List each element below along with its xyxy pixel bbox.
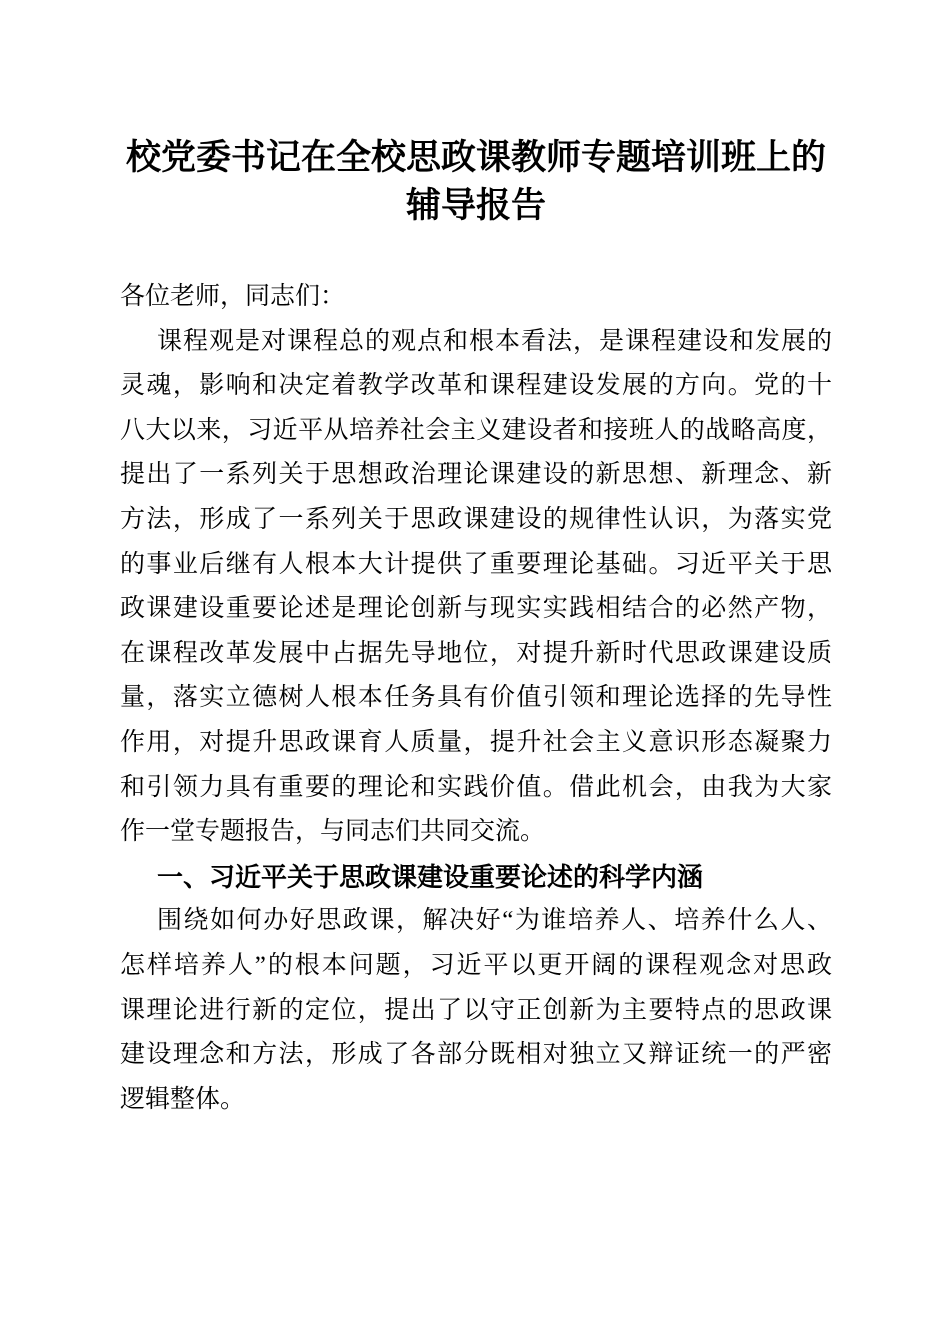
text-line: 作一堂专题报告，与同志们共同交流。 [120,818,546,846]
text-line: 政课建设重要论述是理论创新与现实实践相结合的必然产物， [120,595,832,623]
text-line: 怎样培养人”的根本问题，习近平以更开阔的课程观念对思政 [120,951,832,979]
text-line: 围绕如何办好思政课，解决好“为谁培养人、培养什么人、 [157,907,832,935]
text-line: 提出了一系列关于思想政治理论课建设的新思想、新理念、新 [120,461,832,489]
paragraph-2 [120,899,832,1122]
text-line: 和引领力具有重要的理论和实践价值。借此机会，由我为大家 [120,773,832,801]
text-line: 方法，形成了一系列关于思政课建设的规律性认识，为落实党 [120,505,832,533]
text-line: 灵魂，影响和决定着教学改革和课程建设发展的方向。党的十 [120,372,832,400]
text-line: 课程观是对课程总的观点和根本看法，是课程建设和发展的 [157,327,832,355]
section-heading-1: 一、习近平关于思政课建设重要论述的科学内涵 [157,861,704,892]
text-line: 量，落实立德树人根本任务具有价值引领和理论选择的先导性 [120,684,832,712]
title-line-2: 辅导报告 [405,186,546,225]
text-line: 八大以来，习近平从培养社会主义建设者和接班人的战略高度， [120,416,832,444]
text-line: 作用，对提升思政课育人质量，提升社会主义意识形态凝聚力 [120,728,832,756]
text-line: 的事业后继有人根本大计提供了重要理论基础。习近平关于思 [120,550,832,578]
paragraph-1 [120,320,832,855]
title-line-1: 校党委书记在全校思政课教师专题培训班上的 [125,138,826,177]
document-body [120,275,832,1122]
text-line: 在课程改革发展中占据先导地位，对提升新时代思政课建设质 [120,639,832,667]
text-line: 建设理念和方法，形成了各部分既相对独立又辩证统一的严密 [120,1041,832,1069]
text-line: 课理论进行新的定位，提出了以守正创新为主要特点的思政课 [120,996,832,1024]
text-line: 逻辑整体。 [120,1085,246,1113]
salutation-line: 各位老师，同志们： [120,283,346,310]
document-title [120,0,832,230]
